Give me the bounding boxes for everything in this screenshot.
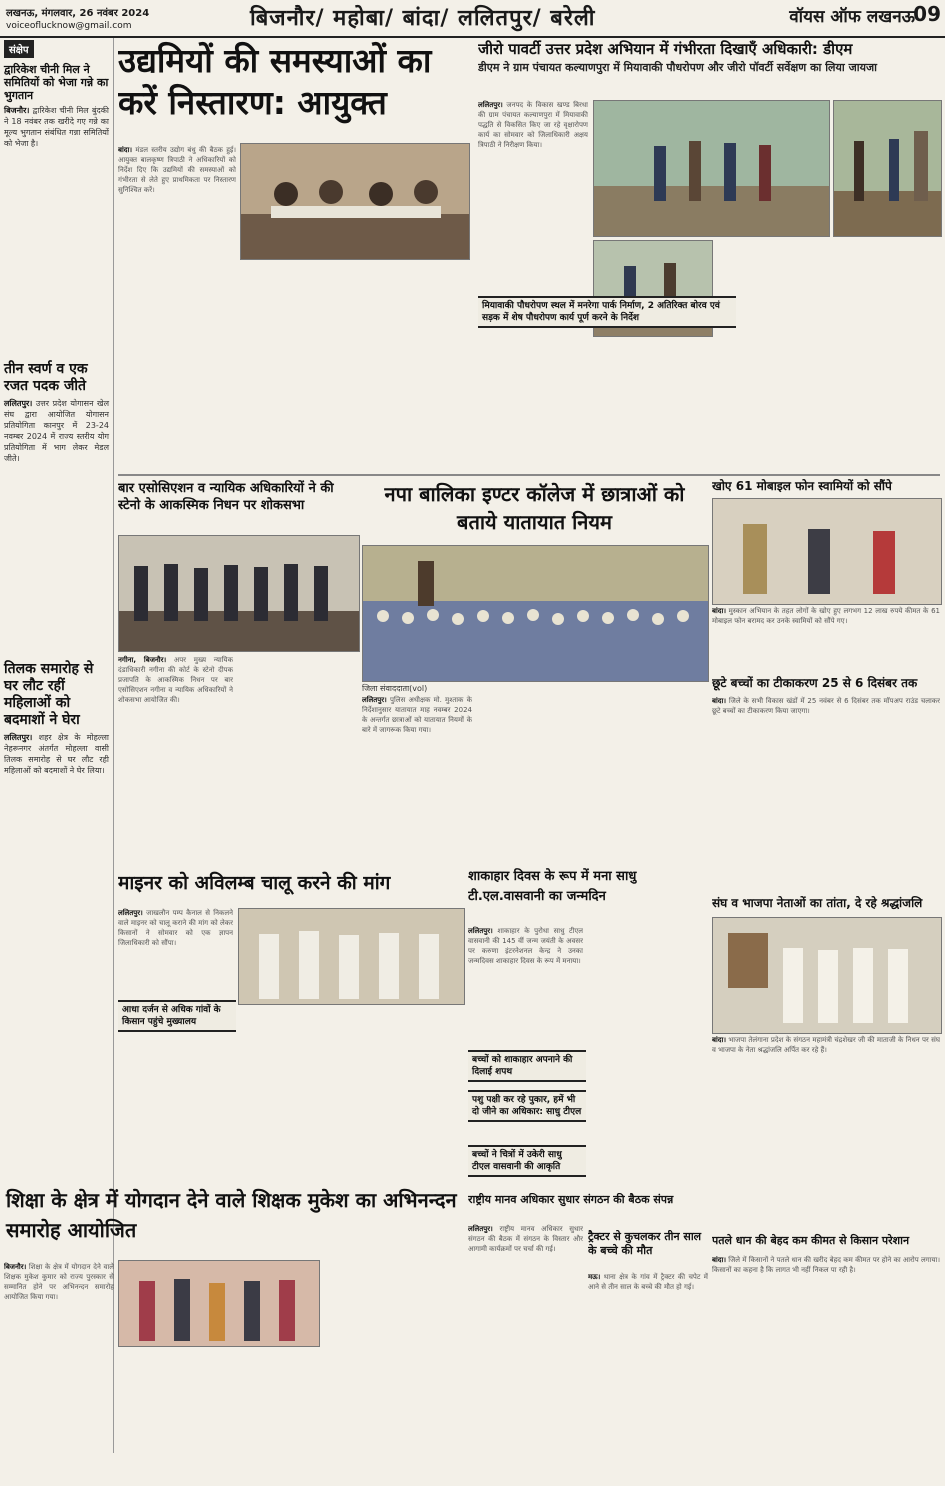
dateline: मऊ। <box>588 1273 601 1281</box>
body-copy <box>468 926 583 1046</box>
article-body: जनपद के विकास खण्ड बिरधा की ग्राम पंचायत कल्याणपुरा में मियावाकी पद्धति से विकसित किए जा रहे वृक्षारोपण कार्य का सोमवार को जिलाधिकारी अक्षय त्रिपाठी ने निरीक्षण किया। <box>478 101 588 149</box>
body-copy <box>4 153 109 358</box>
headline: जीरो पावर्टी उत्तर प्रदेश अभियान में गंभीरता दिखाएँ अधिकारी: डीएम <box>478 40 853 58</box>
article-body: पुलिस अधीक्षक मो. मुश्ताक के निर्देशानुसार यातायात माह नवम्बर 2024 के अन्तर्गत छात्राओं को यातायात नियमों के बारे में जागरूक किया गया। <box>362 696 472 734</box>
body-copy <box>588 926 708 1046</box>
body-copy <box>468 1224 583 1484</box>
dateline: नगीना, बिजनौर। <box>118 656 167 664</box>
paper-name: वॉयस ऑफ लखनऊ <box>789 7 915 27</box>
website: voiceoflucknow@gmail.com <box>6 21 132 31</box>
mobile-phones-article <box>712 478 940 498</box>
article-body: शाकाहार के पुरोधा साधु टीएल वासवानी की 145 वीं जन्म जयंती के अवसर पर करुणा इंटरनेशनल केन्द्र ने उनका जन्मदिवस शाकाहार दिवस के रूप में मनाया। <box>468 927 583 965</box>
brief-headline: तीन स्वर्ण व एक रजत पदक जीते <box>4 361 88 394</box>
sangh-article <box>712 895 940 915</box>
article-body: मंडल स्तरीय उद्योग बंधु की बैठक हुई। आयुक्त बालकृष्ण त्रिपाठी ने अधिकारियों को निर्देश दिए कि उद्यमियों की समस्याओं को गंभीरता से लेते हुए प्राथमिकता पर निस्तारण सुनिश्चित करें। <box>118 146 236 194</box>
issue-date: लखनऊ, मंगलवार, 26 नवंबर 2024 <box>6 8 150 19</box>
headline: माइनर को अविलम्ब चालू करने की मांग <box>118 872 391 894</box>
dateline: ललितपुर। <box>4 399 33 408</box>
body-copy <box>478 330 588 470</box>
article-body: शिक्षा के क्षेत्र में योगदान देने वाले शिक्षक मुकेश कुमार को राज्य पुरस्कार से सम्मानित होने पर अभिनन्दन समारोह आयोजित किया गया। <box>4 1263 114 1301</box>
headline: उद्यमियों की समस्याओं का करें निस्तारण: आयुक्त <box>118 41 432 122</box>
napa-school-article <box>362 480 707 540</box>
inspection-photo <box>593 100 830 237</box>
dateline: बांदा। <box>118 146 132 154</box>
tribute-photo <box>712 917 942 1034</box>
body-copy <box>712 1035 940 1230</box>
body-copy <box>833 240 940 470</box>
body-copy <box>478 100 588 290</box>
body-copy <box>118 260 473 472</box>
page-number: 09 <box>913 2 941 26</box>
condolence-photo <box>118 535 360 652</box>
headline: ट्रैक्टर से कुचलकर तीन साल के बच्चे की मौत <box>588 1230 702 1257</box>
dateline: बिजनौर। <box>4 1263 27 1271</box>
article-body: भाजपा तेलंगाना प्रदेश के संगठन महामंत्री चंद्रशेखर जी की माताजी के निधन पर संघ व भाजपा के नेता श्रद्धांजलि अर्पित कर रहे हैं। <box>712 1036 940 1054</box>
body-copy <box>4 780 109 1200</box>
body-copy <box>712 696 940 891</box>
brief-headline: द्वारिकेश चीनी मिल ने समितियों को भेजा गन्ने का भुगतान <box>4 63 109 102</box>
zero-poverty-callout: मियावाकी पौधरोपण स्थल में मनरेगा पार्क निर्माण, 2 अतिरिक्त बोरव एवं सड़क में शेष पौधरोपण कार्य पूर्ण करने के निर्देश <box>478 296 736 328</box>
bar-association-article <box>118 480 358 535</box>
police-photo <box>712 498 942 605</box>
body-copy <box>118 145 236 255</box>
body-copy <box>4 1262 114 1484</box>
dateline: बिजनौर। <box>4 106 30 115</box>
dateline: ललितपुर। <box>118 909 143 917</box>
section-cities: बिजनौर/ महोबा/ बांदा/ ललितपुर/ बरेली <box>250 6 596 31</box>
meeting-photo <box>240 143 470 260</box>
dateline: बांदा। <box>712 1036 726 1044</box>
body-copy <box>118 1350 318 1484</box>
headline: छूटे बच्चों का टीकाकरण 25 से 6 दिसंबर तक <box>712 676 918 690</box>
photo-credit: जिला संवाददाता(vol) <box>362 684 428 693</box>
body-copy <box>238 1008 463 1073</box>
canal-article <box>118 868 463 904</box>
body-copy <box>593 338 711 470</box>
article-body: जाखलौन पम्प कैनाल से निकलने वाले माइनर को चालू कराने की मांग को लेकर किसानों ने सोमवार को एक ज्ञापन जिलाधिकारी को सौंपा। <box>118 909 233 947</box>
body-copy <box>118 655 233 865</box>
divider <box>118 474 940 476</box>
headline: टी.एल.वासवानी का जन्मदिन <box>468 889 606 904</box>
headline: पतले धान की बेहद कम कीमत से किसान परेशान <box>712 1234 910 1247</box>
zero-poverty-article <box>478 40 940 100</box>
shakahar-article <box>468 868 708 923</box>
shakahar-callout: बच्चों ने चित्रों में उकेरी साधु टीएल वासवानी की आकृति <box>468 1145 586 1177</box>
brief-text <box>4 105 109 149</box>
article-body: जिले में किसानों ने पतले धान की खरीद बेहद कम कीमत पर होने का आरोप लगाया। किसानों का कहना है कि लागत भी नहीं निकल पा रही है। <box>712 1256 940 1274</box>
vaccination-article <box>712 675 940 695</box>
dateline: बांदा। <box>712 1256 726 1264</box>
dateline: बांदा। <box>712 607 726 615</box>
brief-body: शहर क्षेत्र के मोहल्ला नेहरूनगर अंतर्गत मोहल्ला वासी तिलक समारोह से घर लौट रही महिलाओं को बदमाशों ने घेर लिया। <box>4 733 110 775</box>
human-rights-article <box>468 1193 708 1223</box>
headline: खोए 61 मोबाइल फोन स्वामियों को सौंपे <box>712 479 892 493</box>
article-body: जिले के सभी विकास खंडों में 25 नवंबर से 6 दिसंबर तक मॉपअप राउंड चलाकर छूटे बच्चों का टीकाकरण किया जाएगा। <box>712 697 940 715</box>
dateline: ललितपुर। <box>362 696 387 704</box>
dateline: ललितपुर। <box>468 1225 493 1233</box>
headline: शिक्षा के क्षेत्र में योगदान देने वाले शिक्षक मुकेश का अभिनन्दन समारोह आयोजित <box>6 1188 457 1242</box>
brief-headline: तिलक समारोह से घर लौट रहीं महिलाओं को बदमाशों ने घेरा <box>4 661 94 728</box>
dateline: ललितपुर। <box>468 927 493 935</box>
briefs-tag: संक्षेप <box>4 40 34 58</box>
headline: नपा बालिका इण्टर कॉलेज में छात्राओं को बताये यातायात नियम <box>384 482 685 534</box>
teacher-article <box>0 1185 463 1255</box>
body-copy <box>712 606 940 671</box>
body-copy <box>588 1050 708 1190</box>
brief-text <box>4 398 109 464</box>
article-body: राष्ट्रीय मानव अधिकार सुधार संगठन की बैठक में संगठन के विस्तार और आगामी कार्यक्रमों पर चर्चा की गई। <box>468 1225 583 1253</box>
body-copy <box>588 1272 708 1484</box>
canal-callout: आधा दर्जन से अधिक गांवों के किसान पहुंचे मुख्यालय <box>118 1000 236 1032</box>
dateline: बांदा। <box>712 697 726 705</box>
headline: शाकाहार दिवस के रूप में मना साधु <box>468 869 637 884</box>
headline: संघ व भाजपा नेताओं का तांता, दे रहे श्रद्धांजलि <box>712 896 923 910</box>
dateline: ललितपुर। <box>478 101 503 109</box>
udyami-article <box>118 40 473 140</box>
brief-body: द्वारिकेश चीनी मिल बुंदकी ने 18 नवंबर तक खरीदे गए गन्ने का मूल्य भुगतान संबंधित गन्ना समितियों को भेजा है। <box>4 106 109 148</box>
shakahar-callout: पशु पक्षी कर रहे पुकार, हमें भी दो जीने का अधिकार: साधु टीएल <box>468 1090 586 1122</box>
body-copy <box>712 1255 940 1483</box>
paddy-article <box>712 1233 940 1253</box>
article-body: मुस्कान अभियान के तहत लोगों के खोए हुए लगभग 12 लाख रुपये कीमत के 61 मोबाइल फोन बरामद कर उनके स्वामियों को सौंपे गए। <box>712 607 940 625</box>
body-copy <box>323 1260 463 1484</box>
body-copy <box>4 468 109 658</box>
body-copy <box>118 908 233 1063</box>
subheadline: डीएम ने ग्राम पंचायत कल्याणपुरा में मियावाकी पौधरोपण और जीरो पॉवर्टी सर्वेक्षण का लिया जायजा <box>478 61 877 74</box>
headline: बार एसोसिएशन व न्यायिक अधिकारियों ने की स्टेनो के आकस्मिक निधन पर शोकसभा <box>118 481 334 513</box>
body-copy <box>362 695 472 860</box>
shakahar-callout: बच्चों को शाकाहार अपनाने की दिलाई शपथ <box>468 1050 586 1082</box>
dateline: ललितपुर। <box>4 733 33 742</box>
tractor-article <box>588 1230 708 1270</box>
plantation-photo <box>833 100 942 237</box>
masthead <box>0 0 945 38</box>
students-photo <box>362 545 709 682</box>
brief-body: उत्तर प्रदेश योगासन खेल संघ द्वारा आयोजित योगासन प्रतियोगिता कानपुर में 23-24 नवम्बर 2024 में राज्य स्तरीय योग प्रतियोगिता में भाग लेकर मेडल जीते। <box>4 399 110 463</box>
article-body: अपर मुख्य न्यायिक दंडाधिकारी नगीना की कोर्ट के स्टेनो दीपक प्रजापति के आकस्मिक निधन पर बार एसोसिएशन नगीना व न्यायिक अधिकारियों ने शोकसभा आयोजित की। <box>118 656 233 704</box>
felicitation-photo <box>118 1260 320 1347</box>
article-body: थाना क्षेत्र के गांव में ट्रैक्टर की चपेट में आने से तीन साल के बच्चे की मौत हो गई। <box>588 1273 708 1291</box>
headline: राष्ट्रीय मानव अधिकार सुधार संगठन की बैठक संपन्न <box>468 1193 674 1206</box>
body-copy <box>716 240 826 470</box>
body-copy <box>592 695 707 860</box>
body-copy <box>477 695 587 860</box>
brief-text <box>4 732 109 776</box>
body-copy <box>238 655 358 865</box>
farmers-photo <box>238 908 465 1005</box>
